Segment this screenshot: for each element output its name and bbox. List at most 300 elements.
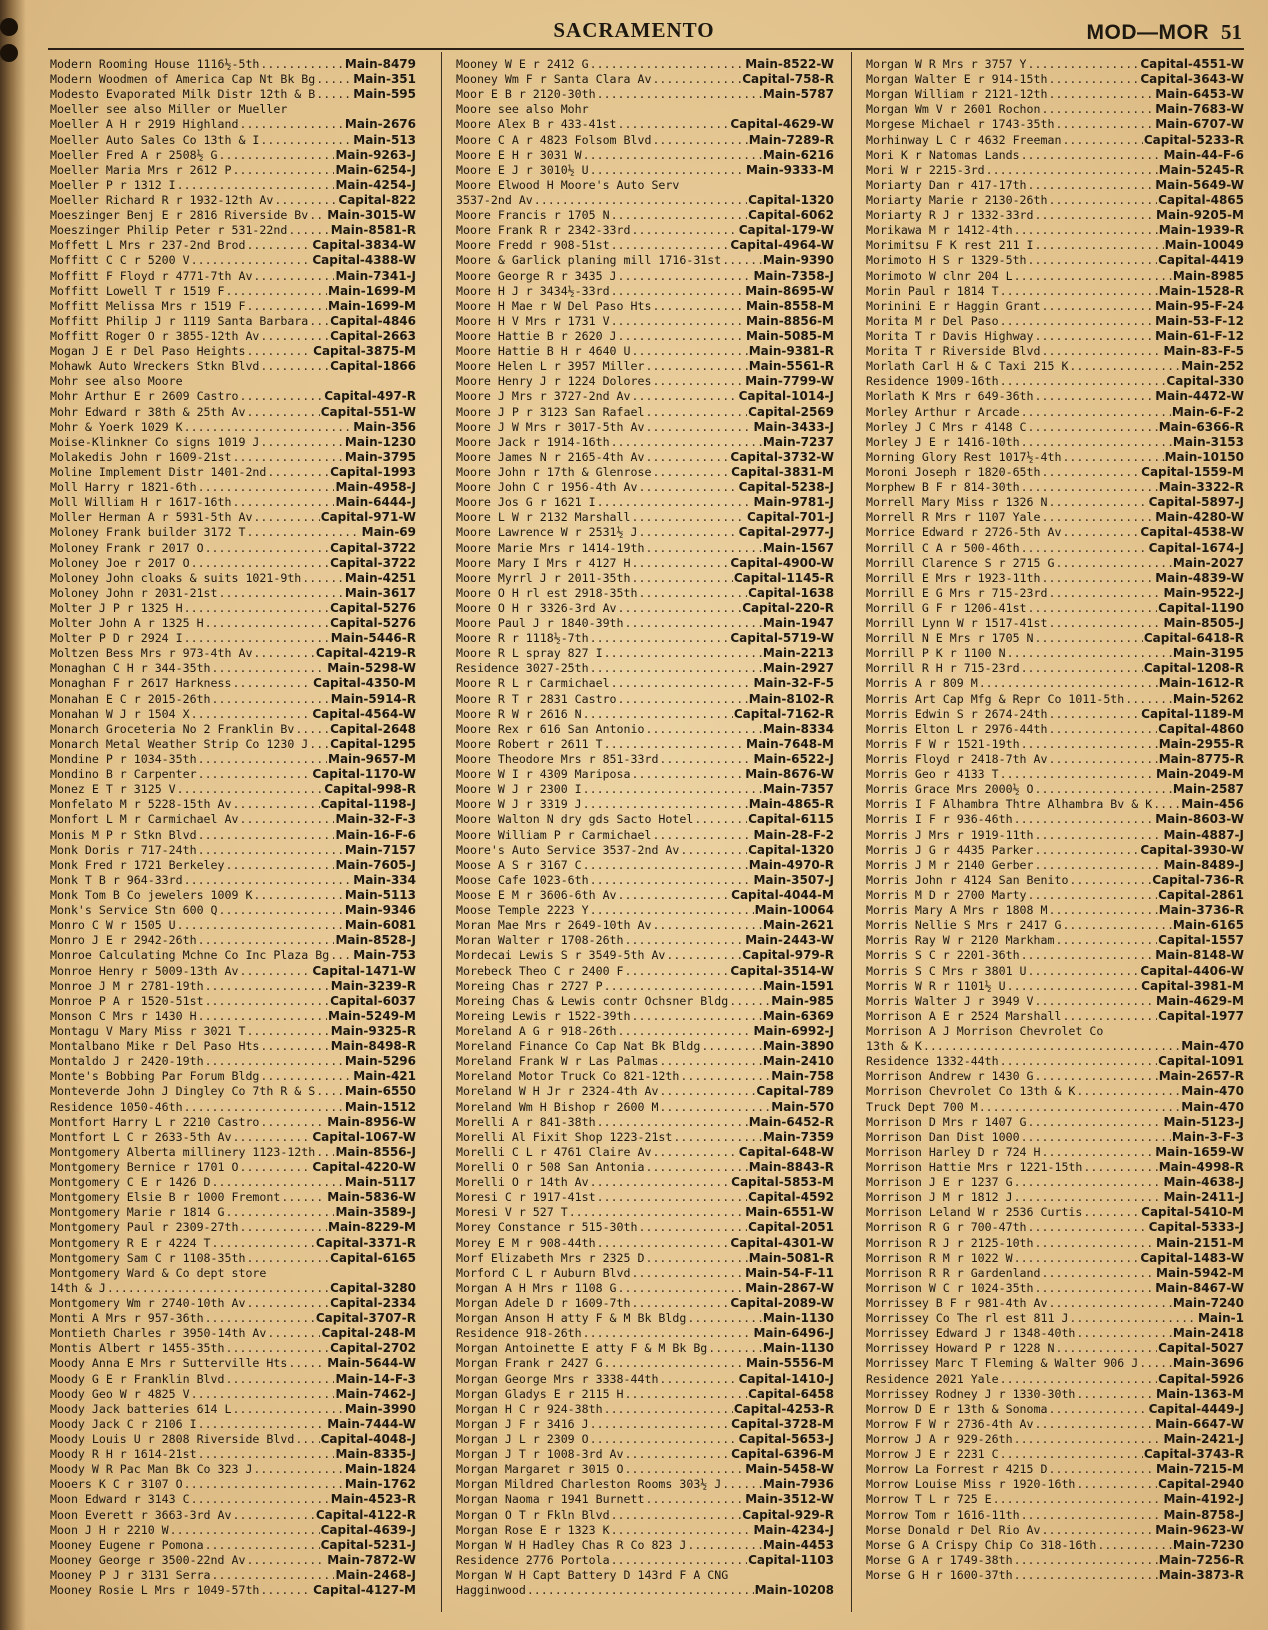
listing-entry [50,812,416,827]
listing-entry [50,1115,416,1130]
dot-leader [618,269,753,284]
listing-name: Morgan Naoma r 1941 Burnett [456,1492,645,1507]
listing-phone: Capital-1638 [748,585,834,600]
listing-name: Modesto Evaporated Milk Distr 12th & B [50,87,316,102]
listing-entry [866,1160,1244,1175]
listing-entry [866,329,1244,344]
dot-leader [652,374,744,389]
listing-name: Monroe P A r 1520-51st [50,993,204,1008]
dot-leader [632,223,738,238]
header-rule [48,48,1244,50]
listing-phone: Main-6254-J [335,162,416,177]
dot-leader [1028,253,1158,268]
page-name-range: MOD—MOR [1086,21,1209,44]
listing-name: Moreland Finance Co Cap Nat Bk Bldg [456,1039,701,1054]
listing-phone: Capital-2663 [330,328,416,343]
dot-leader [198,752,327,767]
dot-leader [618,117,730,132]
listing-entry [50,284,416,299]
listing-name: Morrissey Edward J r 1348-40th [866,1326,1076,1341]
listing-phone: Main-4970-R [748,857,834,872]
listing-phone: Capital-1993 [330,464,416,479]
listing-entry [50,692,416,707]
listing-entry [50,1251,416,1266]
listing-entry [456,586,834,601]
listing-name: Mondine P r 1034-35th [50,752,197,767]
listing-phone: Main-6452-R [748,1114,834,1129]
dot-leader [198,1009,327,1024]
dot-leader [107,1281,329,1296]
listing-entry [456,525,834,540]
listing-entry [456,1220,834,1235]
listing-name: Moody Jack C r 2106 I [50,1416,197,1431]
listing-phone: Capital-701-J [746,510,834,525]
dot-leader [1035,994,1155,1009]
dot-leader [1000,1054,1157,1069]
listing-entry [50,359,416,374]
listing-entry [456,1130,834,1145]
dot-leader [1042,465,1141,480]
listing-phone: Main-3589-J [335,1205,416,1220]
listing-entry [456,797,834,812]
dot-leader [184,601,329,616]
listing-entry [50,435,416,450]
listing-entry [456,1538,834,1553]
dot-leader [1035,828,1163,843]
dot-leader [1048,752,1157,767]
dot-leader [1062,450,1163,465]
listing-phone: Main-6522-J [753,752,834,767]
dot-leader [232,676,312,691]
listing-entry [50,646,416,661]
listing-phone: Main-8985 [1172,268,1244,283]
listing-entry [866,269,1244,284]
listing-name: Modern Woodmen of America Cap Nt Bk Bg [50,72,316,87]
listing-entry [866,979,1244,994]
listing-phone: Main-9390 [762,253,834,268]
listing-phone: Main-8505-J [1163,616,1244,631]
listing-entry [50,858,416,873]
listing-entry [50,828,416,843]
listing-phone: Main-5914-R [330,691,416,706]
listing-name: Morrison R G r 700-47th [866,1220,1027,1235]
dot-leader [1035,843,1140,858]
listing-phone: Main-753 [353,948,416,963]
dot-leader [198,1447,335,1462]
dot-leader [205,616,330,631]
dot-leader [1014,1432,1163,1447]
dot-leader [239,389,323,404]
listing-phone: Main-7341-J [335,268,416,283]
listing-name: Morgan Frank r 2427 G [456,1356,603,1371]
dot-leader [184,1100,344,1115]
listing-name: Montgomery Bernice r 1701 O [50,1159,239,1174]
dot-leader [212,1568,335,1583]
listing-entry [866,1326,1244,1341]
listing-phone: Main-1 [1197,1311,1244,1326]
dot-leader [246,1553,326,1568]
listing-entry [50,1266,416,1281]
listing-phone: Main-3239-R [330,978,416,993]
dot-leader [184,873,353,888]
dot-leader [1069,873,1151,888]
dot-leader [986,163,1158,178]
listing-name: Moll Harry r 1821-6th [50,480,197,495]
listing-name: Moeller Maria Mrs r 2612 P [50,162,232,177]
dot-leader [1035,208,1155,223]
listing-entry [866,1069,1244,1084]
listing-name: Moeller Richard R r 1932-12th Av [50,192,274,207]
dot-leader [1035,782,1172,797]
dot-leader [1028,1115,1163,1130]
listing-name: Mooney Wm F r Santa Clara Av [456,72,652,87]
listing-phone: Main-8556-J [335,1144,416,1159]
listing-entry [866,1266,1244,1281]
listing-phone: Main-8229-M [328,1220,416,1235]
listing-name: Monarch Metal Weather Strip Co 1230 J [50,736,309,751]
dot-leader [302,571,344,586]
listing-name: Moose Temple 2223 Y [456,903,589,918]
listing-entry [866,420,1244,435]
listing-phone: Capital-4846 [330,313,416,328]
listing-name: Moore Theodore Mrs r 851-33rd [456,752,659,767]
listing-name: Montieth Charles r 3950-14th Av [50,1326,267,1341]
listing-phone: Capital-1410-J [738,1371,834,1386]
dot-leader [253,1462,344,1477]
listing-entry [866,752,1244,767]
listing-phone: Main-5942-M [1156,1265,1244,1280]
listing-phone: Main-470 [1181,1039,1244,1054]
listing-name: Morita T r Davis Highway [866,328,1034,343]
listing-phone: Capital-1190 [1158,600,1244,615]
listing-entry [456,918,834,933]
dot-leader [604,1402,733,1417]
listing-entry [866,994,1244,1009]
dot-leader [590,631,730,646]
dot-leader [597,1115,748,1130]
listing-name: Moresi C r 1917-41st [456,1190,596,1205]
listing-phone: Capital-4253-R [733,1401,834,1416]
listing-name: Montfort Harry L r 2210 Castro [50,1114,260,1129]
dot-leader [1014,1568,1158,1583]
dot-leader [267,465,329,480]
dot-leader [638,586,747,601]
dot-leader [246,1296,329,1311]
listing-entry [456,314,834,329]
listing-name: Moffitt C C r 5200 V [50,253,190,268]
dot-leader [198,828,335,843]
listing-entry [456,1160,834,1175]
dot-leader [246,299,327,314]
listing-phone: Main-9381-R [748,344,834,359]
dot-leader [625,964,730,979]
listing-name: Morey Constance r 515-30th [456,1220,638,1235]
listing-entry [866,163,1244,178]
listing-entry [50,1084,416,1099]
listing-name: Truck Dept 700 M [866,1099,978,1114]
listing-name: Morley J C Mrs r 4148 C [866,419,1027,434]
dot-leader [246,238,311,253]
listing-phone: Main-1591 [762,978,834,993]
listing-entry [50,57,416,72]
dot-leader [1048,87,1154,102]
listing-entry [866,1538,1244,1553]
listing-phone: Main-7358-J [753,268,834,283]
listing-phone: Capital-4048-J [320,1431,416,1446]
listing-name: Morrow D E r 13th & Sonoma [866,1401,1048,1416]
listing-name: Morgan J T r 1008-3rd Av [456,1447,624,1462]
listing-name: Moore Lawrence W r 2531½ J [456,525,638,540]
listing-entry [50,797,416,812]
listing-entry [50,933,416,948]
listing-phone: Main-9325-R [330,1024,416,1038]
listing-name: Moore Myrrl J r 2011-35th [456,570,631,585]
dot-leader [191,1387,335,1402]
listing-phone: Main-1824 [344,1462,416,1477]
listing-name: Monteverde John J Dingley Co 7th R & S [50,1084,316,1099]
listing-entry [456,163,834,178]
dot-leader [1007,646,1172,661]
dot-leader [295,722,329,737]
listing-entry [866,435,1244,450]
listing-entry [456,299,834,314]
dot-leader [1035,238,1164,253]
listing-entry [456,556,834,571]
listing-name: Morgan W R Mrs r 3757 Y [866,57,1027,71]
dot-leader [1035,329,1155,344]
listing-phone: Capital-3831-M [731,464,834,479]
listing-phone: Capital-7162-R [733,706,834,721]
dot-leader [1000,767,1155,782]
dot-leader [1035,631,1143,646]
dot-leader [177,918,344,933]
listing-entry [50,994,416,1009]
dot-leader [993,1492,1163,1507]
listing-phone: Capital-330 [1166,374,1244,389]
listing-name: Moloney Joe r 2017 O [50,555,190,570]
listing-name: Morris Art Cap Mfg & Repr Co 1011-5th [866,691,1125,706]
listing-name: Moore R r 1118½-7th [456,631,589,646]
listing-entry [456,1583,834,1598]
listing-phone: Main-61-F-12 [1155,328,1244,343]
listing-phone: Main-8843-R [748,1159,834,1174]
listing-name: Morgan Mildred Charleston Rooms 303½ J [456,1477,722,1492]
listing-phone: Main-1567 [762,540,834,555]
listing-entry [456,450,834,465]
listing-phone: Main-7359 [762,1129,834,1144]
listing-name: Morimoto H S r 1329-5th [866,253,1027,268]
dot-leader [1042,344,1163,359]
dot-leader [590,1175,731,1190]
listing-phone: Main-595 [353,87,416,102]
dot-leader [923,1039,1180,1054]
listing-entry [866,676,1244,691]
listing-entry [456,1024,834,1039]
listing-name: Moreland Frank W r Las Palmas [456,1054,659,1069]
listing-entry [866,450,1244,465]
listing-name: Moeszinger Benj E r 2816 Riverside Bv [50,208,309,223]
listing-name: Mogan J E r Del Paso Heights [50,344,246,359]
listing-phone: Main-8148-W [1155,948,1244,963]
listing-phone: Capital-2334 [330,1295,416,1310]
listing-name: Morelli Al Fixit Shop 1223-21st [456,1129,673,1144]
listing-phone: Capital-998-R [324,782,416,797]
listing-phone: Capital-2861 [1158,888,1244,903]
listing-entry [456,1553,834,1568]
listing-name: Monk Tom B Co jewelers 1009 K [50,888,253,903]
listing-phone: Main-5836-W [327,1190,416,1205]
listing-name: Morrow F W r 2736-4th Av [866,1416,1034,1431]
listing-entry [456,1372,834,1387]
dot-leader [246,344,312,359]
listing-entry [456,843,834,858]
listing-name: Monson C Mrs r 1430 H [50,1008,197,1023]
column-divider-1 [441,52,442,1612]
dot-leader [1062,525,1139,540]
listing-entry [866,178,1244,193]
listing-entry [456,571,834,586]
listing-phone: Capital-3728-M [731,1416,834,1431]
listing-phone: Capital-2977-J [738,525,834,540]
listing-phone: Main-7157 [344,842,416,857]
listing-entry [50,1538,416,1553]
listing-name: Morrison J M r 1812 J [866,1190,1013,1205]
listing-entry [456,329,834,344]
listing-name: Moore John r 17th & Glenrose [456,464,652,479]
listing-entry [456,284,834,299]
listing-name: Morris F W r 1521-19th [866,736,1020,751]
dot-leader [1062,918,1171,933]
listing-name: Moore J P r 3123 San Rafael [456,404,645,419]
listing-entry [50,510,416,525]
listing-name: Morlath K Mrs r 649-36th [866,389,1034,404]
listing-entry [866,722,1244,737]
listing-name: Mohr Edward r 38th & 25th Av [50,404,246,419]
listing-entry [50,1568,416,1583]
dot-leader [1055,556,1171,571]
listing-name: Morris Elton L r 2976-44th [866,721,1048,736]
listing-name: Moore see also Mohr [456,102,589,117]
listing-phone: Capital-3371-R [315,1235,416,1250]
listing-phone: Main-4234-J [753,1522,834,1537]
listing-name: Morris Floyd r 2418-7th Av [866,752,1048,767]
listing-entry [456,933,834,948]
listing-phone: Main-252 [1181,359,1244,374]
listing-phone: Capital-1471-W [312,963,416,978]
dot-leader [260,359,329,374]
dot-leader [632,1296,730,1311]
listing-name: Montagu V Mary Miss r 3021 T [50,1024,246,1038]
listing-name: Morris Edwin S r 2674-24th [866,706,1048,721]
dot-leader [534,193,747,208]
dot-leader [219,903,344,918]
listing-name: Moreing Chas r 2727 P [456,978,603,993]
listing-entry [456,178,834,193]
dot-leader [1000,314,1155,329]
directory-column-3 [866,57,1244,1583]
listing-phone: Main-6496-J [753,1326,834,1341]
listing-entry [456,812,834,827]
listing-name: Residence 1332-44th [866,1054,999,1069]
dot-leader [170,1523,320,1538]
dot-leader [1035,389,1155,404]
listing-entry [456,1356,834,1371]
listing-entry [456,1387,834,1402]
listing-entry [50,525,416,540]
listing-entry [456,1477,834,1492]
listing-phone: Main-8856-M [746,313,834,328]
listing-entry [866,117,1244,132]
listing-name: Morimitsu F K rest 211 I [866,238,1034,253]
listing-phone: Main-8102-R [748,691,834,706]
listing-entry [866,148,1244,163]
listing-phone: Main-1699-M [328,283,416,298]
dot-leader [1014,1190,1163,1205]
dot-leader [232,450,343,465]
listing-entry [866,495,1244,510]
listing-name: Morrison A E r 2524 Marshall [866,1008,1062,1023]
listing-phone: Main-5556-M [746,1356,834,1371]
listing-name: Mohr & Yoerk 1029 K [50,419,183,434]
listing-name: Modern Rooming House 1116½-5th [50,57,260,71]
dot-leader [645,405,747,420]
listing-phone: Main-5649-W [1155,177,1244,192]
listing-phone: Main-6647-W [1155,1416,1244,1431]
listing-entry [50,1175,416,1190]
listing-entry [456,737,834,752]
listing-entry [456,1266,834,1281]
listing-entry [866,1462,1244,1477]
dot-leader [687,1311,762,1326]
listing-name: Montalbano Mike r Del Paso Hts [50,1039,260,1054]
listing-name: Morrell R Mrs r 1107 Yale [866,510,1041,525]
listing-entry [456,405,834,420]
dot-leader [260,1115,326,1130]
dot-leader [625,933,745,948]
dot-leader [701,1039,762,1054]
listing-entry [866,1417,1244,1432]
listing-entry [866,843,1244,858]
listing-phone: Capital-4900-W [730,555,834,570]
dot-leader [281,1190,326,1205]
listing-entry [456,692,834,707]
listing-name: Monroe Calculating Mchne Co Inc Plaza Bg [50,948,330,963]
listing-phone: Main-2955-R [1158,736,1244,751]
listing-entry [50,722,416,737]
listing-entry [50,661,416,676]
listing-phone: Capital-3707-R [315,1311,416,1326]
dot-leader [1000,1447,1143,1462]
listing-phone: Capital-1145-R [733,570,834,585]
dot-leader [232,495,334,510]
listing-phone: Main-3990 [344,1401,416,1416]
listing-entry [50,314,416,329]
listing-entry [866,133,1244,148]
listing-phone: Capital-5231-J [320,1537,416,1552]
listing-phone: Main-8522-W [745,57,834,71]
listing-entry [50,1054,416,1069]
listing-entry [50,1523,416,1538]
listing-phone: Main-470 [1181,1084,1244,1099]
dot-leader [1035,1236,1155,1251]
listing-phone: Main-6551-W [745,1205,834,1220]
listing-phone: Main-6707-W [1155,117,1244,132]
listing-name: Morrill E G Mrs r 715-23rd [866,585,1048,600]
listing-entry [50,707,416,722]
listing-phone: Capital-979-R [742,948,834,963]
listing-name: Moon Edward r 3143 C [50,1492,190,1507]
listing-entry [866,510,1244,525]
